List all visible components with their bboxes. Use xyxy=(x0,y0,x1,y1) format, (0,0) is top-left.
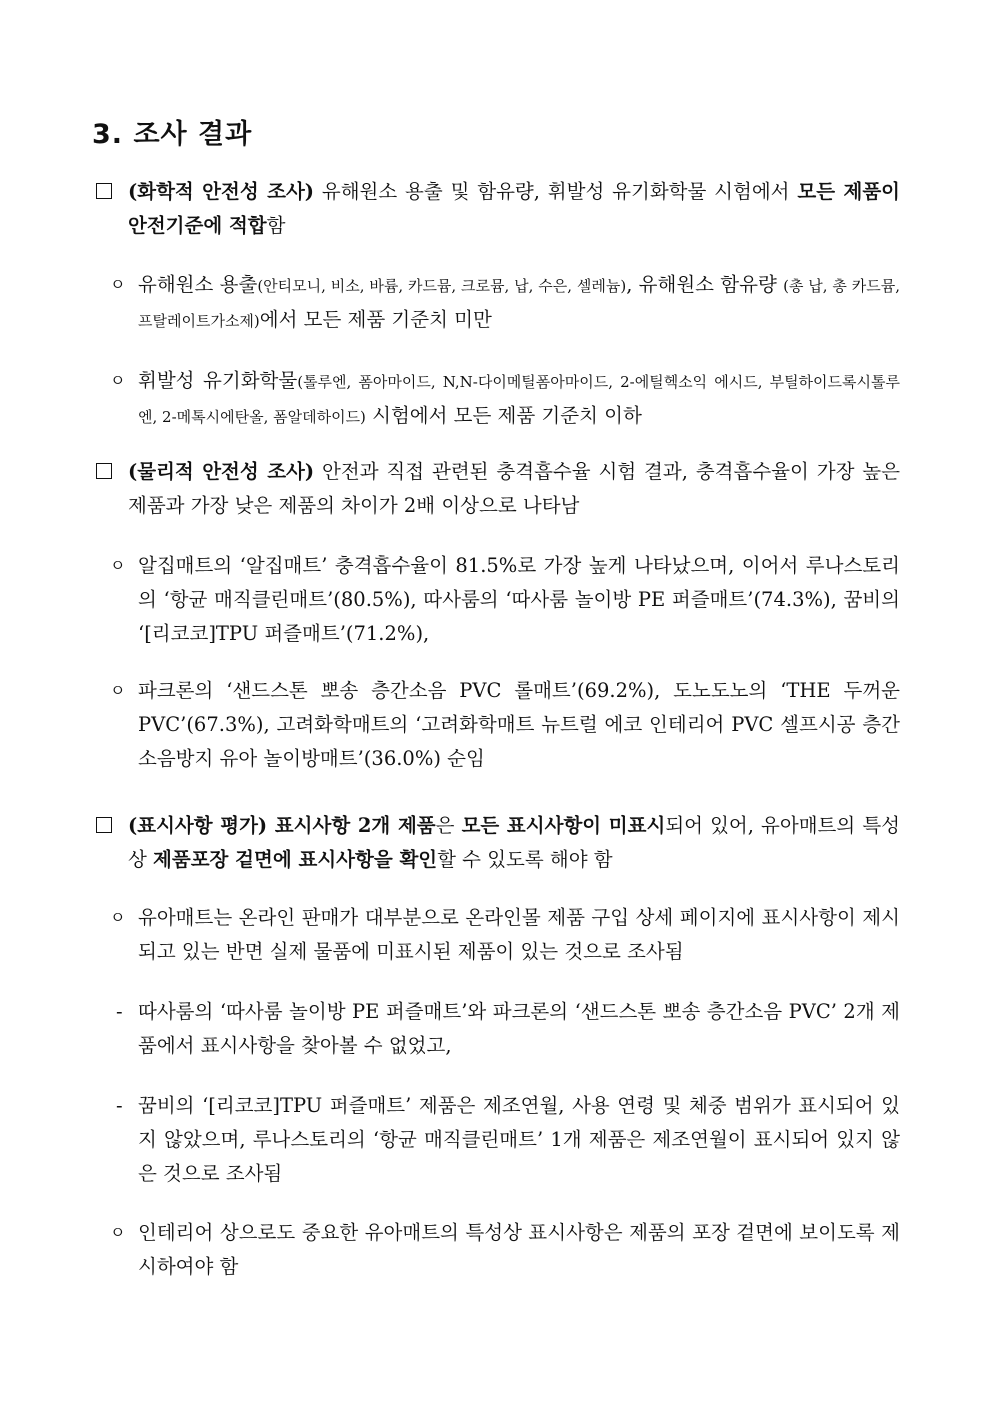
missing-label-dash-2 xyxy=(92,1089,900,1191)
dash-marker: - xyxy=(116,1094,123,1117)
labeling-label: (표시사항 평가) xyxy=(128,814,268,837)
voc-result: 시험에서 모든 제품 기준치 이하 xyxy=(365,404,642,427)
heavy-metal-content-list: (총 납, 총 카드뮴, 프탈레이트가소제) xyxy=(138,277,901,330)
bullet-marker: ㅇ xyxy=(110,908,126,927)
chemical-safety-conclusion: 모든 제품이 안전기준에 적합 xyxy=(128,180,900,237)
packaging-bullet xyxy=(92,1216,900,1284)
labeling-recommendation: 제품포장 겉면에 표시사항을 확인 xyxy=(153,848,438,871)
bullet-marker: ㅇ xyxy=(110,1223,126,1242)
heavy-metal-result: 에서 모든 제품 기준치 미만 xyxy=(259,308,492,331)
chemical-safety-label: (화학적 안전성 조사) xyxy=(128,180,315,203)
dash-marker: - xyxy=(116,1000,123,1023)
heavy-metal-text: 유해원소 용출 xyxy=(138,273,258,296)
impact-ranking-text-1: 알집매트의 ‘알집매트’ 충격흡수율이 81.5%로 가장 높게 나타났으며, 이어서 루나스토리의 ‘항균 매직클린매트’(80.5%), 따사룸의 ‘따사룸 놀이방 PE 퍼즐매트’(74.3%), 꿈비의 ‘[리코코]TPU 퍼즐매트’(71.2%), xyxy=(138,554,900,645)
chemical-safety-text: 유해원소 용출 및 함유량, 휘발성 유기화학물 시험에서 xyxy=(314,180,798,203)
physical-safety-label: (물리적 안전성 조사) xyxy=(128,460,315,483)
heavy-metal-content-text: , 유해원소 함유량 xyxy=(626,273,784,296)
missing-label-text-2: 꿈비의 ‘[리코코]TPU 퍼즐매트’ 제품은 제조연월, 사용 연령 및 체중 범위가 표시되어 있지 않았으며, 루나스토리의 ‘항균 매직클린매트’ 1개 제품은 제조연월이 표시되어 있지 않은 것으로 조사됨 xyxy=(138,1094,900,1185)
checkbox-square-icon xyxy=(96,183,112,199)
checkbox-square-icon xyxy=(96,817,112,833)
heavy-metal-bullet xyxy=(92,268,900,338)
missing-label-text-1: 따사룸의 ‘따사룸 놀이방 PE 퍼즐매트’와 파크론의 ‘샌드스톤 뽀송 층간소음 PVC’ 2개 제품에서 표시사항을 찾아볼 수 없었고, xyxy=(138,1000,900,1057)
voc-text: 휘발성 유기화학물 xyxy=(138,369,298,392)
chemical-safety-suffix: 함 xyxy=(266,214,286,237)
impact-ranking-text-2: 파크론의 ‘샌드스톤 뽀송 층간소음 PVC 롤매트’(69.2%), 도노도노의 ‘THE 두꺼운 PVC’(67.3%), 고려화학매트의 ‘고려화학매트 뉴트럴 에코 인테리어 PVC 셀프시공 층간소음방지 유아 놀이방매트’(36.0%) 순임 xyxy=(138,679,900,770)
physical-safety-text: 안전과 직접 관련된 충격흡수율 시험 결과, 충격흡수율이 가장 높은 제품과 가장 낮은 제품의 차이가 2배 이상으로 나타남 xyxy=(128,460,900,517)
labeling-missing: 모든 표시사항이 미표시 xyxy=(461,814,666,837)
heavy-metal-list: (안티모니, 비소, 바륨, 카드뮴, 크로뮴, 납, 수은, 셀레늄) xyxy=(257,277,627,295)
missing-label-dash-1 xyxy=(92,995,900,1063)
labeling-heading xyxy=(92,809,900,877)
impact-ranking-bullet-2 xyxy=(92,674,900,776)
online-sales-bullet xyxy=(92,901,900,969)
labeling-text-d: 되어 있어, 유아매트의 특성상 xyxy=(128,814,900,871)
online-sales-text: 유아매트는 온라인 판매가 대부분으로 온라인몰 제품 구입 상세 페이지에 표시사항이 제시되고 있는 반면 실제 물품에 미표시된 제품이 있는 것으로 조사됨 xyxy=(138,906,900,963)
labeling-product-count: 표시사항 2개 제품 xyxy=(267,814,436,837)
bullet-marker: ㅇ xyxy=(110,275,126,294)
labeling-text-b: 은 xyxy=(435,814,462,837)
packaging-text: 인테리어 상으로도 중요한 유아매트의 특성상 표시사항은 제품의 포장 겉면에 보이도록 제시하여야 함 xyxy=(138,1221,900,1278)
section-title: 3. 조사 결과 xyxy=(92,119,253,150)
checkbox-square-icon xyxy=(96,463,112,479)
bullet-marker: ㅇ xyxy=(110,681,126,700)
voc-bullet xyxy=(92,364,900,434)
voc-list: (톨루엔, 폼아마이드, N,N-다이메틸폼아마이드, 2-에틸헥소익 에시드, 부틸하이드록시톨루엔, 2-메톡시에탄올, 폼알데하이드) xyxy=(138,373,900,426)
chemical-safety-heading xyxy=(92,175,900,243)
labeling-text-f: 할 수 있도록 해야 함 xyxy=(437,848,613,871)
bullet-marker: ㅇ xyxy=(110,371,126,390)
impact-ranking-bullet-1 xyxy=(92,549,900,651)
physical-safety-heading xyxy=(92,455,900,523)
bullet-marker: ㅇ xyxy=(110,556,126,575)
